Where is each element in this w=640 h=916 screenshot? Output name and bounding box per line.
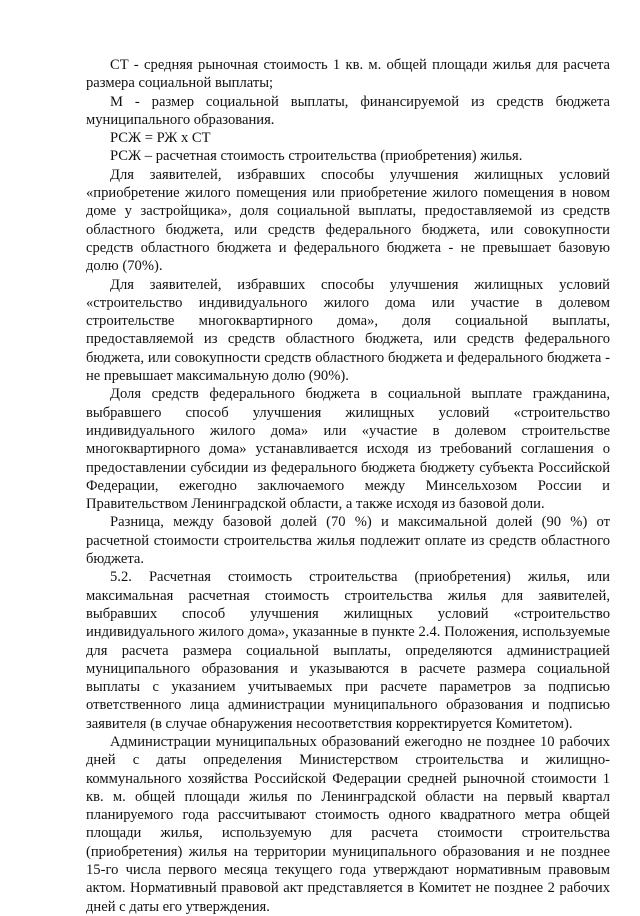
paragraph-difference: Разница, между базовой долей (70 %) и максимальной долей (90 %) от расчетной стоимости строительства жилья подлежит оплате из средств областного бюджета. xyxy=(86,514,610,568)
formula-rszh: РСЖ = РЖ х СТ xyxy=(110,130,211,147)
paragraph-administrations: Администрации муниципальных образований ежегодно не позднее 10 рабочих дней с даты определения Министерством строительства и жилищно-коммунального хозяйства Российской Федерации средней рыночной стоимости 1 кв. м. общей площади жилья по Ленинградской области на первый квартал планируемого года рассчитывают стоимость одного квадратного метра общей площади жилья, используемую для расчета стоимости строительства (приобретения) жилья на территории муниципального образования и не позднее 15-го числа первого месяца текущего года утверждают нормативным правовым актом. Нормативный правовой акт представляется в Комитет не позднее 2 рабочих дней с даты его утверждения. xyxy=(86,733,610,915)
paragraph-federal-share: Доля средств федерального бюджета в социальной выплате гражданина, выбравшего способ улучшения жилищных условий «строительство индивидуального жилого дома» или «участие в долевом строительстве многоквартирного дома» устанавливается исходя из требований соглашения о предоставлении субсидии из федерального бюджета бюджету субъекта Российской Федерации, ежегодно заключаемого между Минсельхозом России и Правительством Ленинградской области, а также исходя из базовой доли. xyxy=(86,386,610,513)
paragraph-5-2: 5.2. Расчетная стоимость строительства (приобретения) жилья, или максимальная расчетная стоимость строительства жилья для заявителей, выбравших способ улучшения жилищных условий «строительство индивидуального жилого дома», указанные в пункте 2.4. Положения, используемые для расчета размера социальной выплаты, определяются администрацией муниципального образования и указываются в расчете размера социальной выплаты с указанием учитываемых при расчете параметров за подписью ответственного лица администрации муниципального образования и подписью заявителя (в случае обнаружения несоответствия корректируется Комитетом). xyxy=(86,569,610,732)
paragraph-base-share: Для заявителей, избравших способы улучшения жилищных условий «приобретение жилого помещения или приобретение жилого помещения в новом доме у застройщика», доля социальной выплаты, предоставляемой из средств областного бюджета, или средств федерального бюджета, или совокупности средств областного бюджета и федерального бюджета - не превышает базовую долю (70%). xyxy=(86,166,610,275)
paragraph-rszh-definition: РСЖ – расчетная стоимость строительства (приобретения) жилья. xyxy=(110,148,523,165)
paragraph-st-definition: СТ - средняя рыночная стоимость 1 кв. м. общей площади жилья для расчета размера социальной выплаты; xyxy=(86,57,610,92)
paragraph-max-share: Для заявителей, избравших способы улучшения жилищных условий «строительство индивидуального жилого дома или участие в долевом строительстве многоквартирного дома», доля социальной выплаты, предоставляемой из средств областного бюджета, или средств федерального бюджета, или совокупности средств областного бюджета и федерального бюджета - не превышает максимальную долю (90%). xyxy=(86,276,610,385)
paragraph-m-definition: М - размер социальной выплаты, финансируемой из средств бюджета муниципального образования. xyxy=(86,93,610,128)
